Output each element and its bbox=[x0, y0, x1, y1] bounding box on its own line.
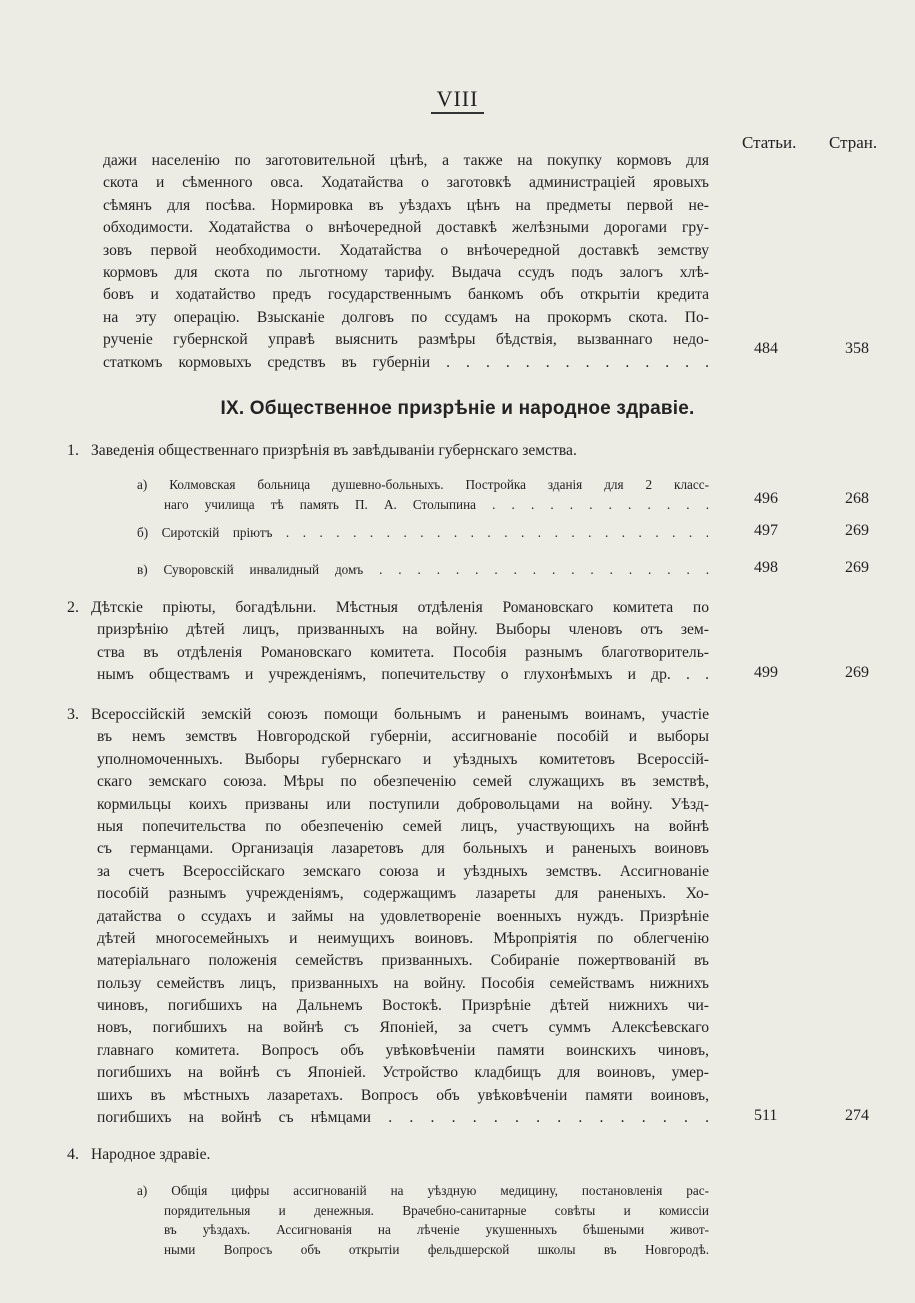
article-number: 497 bbox=[754, 522, 778, 539]
text-line: Народное здравіе. bbox=[91, 1146, 211, 1163]
text-line: скаго земскаго союза. Мѣры по обезпеченію семей служащихъ въ земствѣ, bbox=[97, 773, 709, 791]
text-line: погибшихъ на войнѣ съ Японіей. Устройство кладбищъ для воиновъ, умер- bbox=[97, 1064, 709, 1082]
text-line: а) Колмовская больница душевно-больныхъ. Постройка зданія для 2 класс- bbox=[137, 477, 709, 492]
text-line: зовъ первой необходимости. Ходатайства о внѣочередной доставкѣ земству bbox=[103, 241, 709, 259]
item-number: 4. bbox=[67, 1146, 79, 1163]
text-line: главнаго комитета. Вопросъ объ увѣковѣченіи памяти воинскихъ чиновъ, bbox=[97, 1041, 709, 1059]
text-line: новъ, погибшихъ на войнѣ съ Японіей, за счетъ суммъ Алексѣевскаго bbox=[97, 1019, 709, 1037]
text-line: Дѣтскіе пріюты, богадѣльни. Мѣстныя отдѣленія Романовскаго комитета по bbox=[91, 599, 709, 616]
text-line: скота и сѣменного овса. Ходатайства о заготовкѣ администраціей яровыхъ bbox=[103, 174, 709, 192]
text-line: а) Общія цифры ассигнованій на уѣздную медицину, постановленія рас- bbox=[137, 1183, 709, 1198]
article-number: 511 bbox=[754, 1107, 778, 1124]
text-line: кормовъ для скота по льготному тарифу. Выдача ссудъ подъ залогъ хлѣ- bbox=[103, 263, 709, 281]
text-line: б) Сиротскій пріютъ . . . . . . . . . . . . . . . . . . . . . . . . . . bbox=[137, 525, 709, 540]
item-number: 2. bbox=[67, 599, 79, 616]
text-line: в) Суворовскій инвалидный домъ . . . . . . . . . . . . . . . . . . bbox=[137, 562, 709, 577]
page-reference: 269 bbox=[845, 559, 869, 576]
text-line: въ немъ земствъ Новгородской губерніи, ассигнованіе пособій и выборы bbox=[97, 728, 709, 746]
subitem bbox=[137, 560, 709, 580]
subitem bbox=[137, 475, 709, 514]
text-line: кормильцы коихъ призваны или поступили добровольцами на войну. Уѣзд- bbox=[97, 795, 709, 813]
text-line: сѣмянъ для посѣва. Нормировка въ уѣздахъ цѣнъ на предметы первой не- bbox=[103, 196, 709, 214]
subitem bbox=[137, 523, 709, 543]
text-line: пособій разнымъ учрежденіямъ, содержащимъ лазареты для раненыхъ. Хо- bbox=[97, 885, 709, 903]
column-header-articles: Статьи. bbox=[742, 133, 797, 152]
text-line: статкомъ кормовыхъ средствъ въ губерніи . . . . . . . . . . . . . . bbox=[103, 353, 709, 371]
text-line: матеріальнаго положенія семействъ призванныхъ. Собираніе пожертвованій въ bbox=[97, 952, 709, 970]
text-line: бовъ и ходатайство предъ государственнымъ банкомъ объ открытіи кредита bbox=[103, 286, 709, 304]
page-reference: 269 bbox=[845, 664, 869, 681]
text-line: нымъ обществамъ и учрежденіямъ, попечительству о глухонѣмыхъ и др. . . bbox=[97, 666, 709, 684]
text-line: обходимости. Ходатайства о внѣочередной доставкѣ желѣзными дорогами гру- bbox=[103, 219, 709, 237]
subitem bbox=[137, 1181, 709, 1259]
text-line: призрѣнію дѣтей лицъ, призванныхъ на войну. Выборы членовъ отъ зем- bbox=[97, 621, 709, 639]
item-number: 1. bbox=[67, 442, 79, 459]
page-reference: 269 bbox=[845, 522, 869, 539]
item-title bbox=[91, 1144, 711, 1166]
section-heading: IX. Общественное призрѣніе и народное здравіе. bbox=[220, 398, 695, 419]
text-line: погибшихъ на войнѣ съ нѣмцами . . . . . . . . . . . . . . . . bbox=[97, 1109, 709, 1127]
text-line: съ германцами. Организація лазаретовъ для больныхъ и раненыхъ воиновъ bbox=[97, 840, 709, 858]
item-number: 3. bbox=[67, 706, 79, 723]
text-line: за счетъ Всероссійскаго земскаго союза и уѣздныхъ земствъ. Ассигнованіе bbox=[97, 862, 709, 880]
text-line: наго училища тѣ память П. А. Столыпина . . . . . . . . . . . . bbox=[164, 496, 709, 512]
text-line: дажи населенію по заготовительной цѣнѣ, а также на покупку кормовъ для bbox=[103, 152, 709, 169]
page-number: VIII bbox=[0, 86, 915, 112]
column-header-pages: Стран. bbox=[829, 133, 878, 152]
article-number: 499 bbox=[754, 664, 778, 681]
text-line: Всероссійскій земскій союзъ помощи больнымъ и раненымъ воинамъ, участіе bbox=[91, 706, 709, 723]
continuation-paragraph bbox=[103, 150, 709, 374]
text-line: въ уѣздахъ. Ассигнованія на лѣченіе укушенныхъ бѣшеными живот- bbox=[164, 1222, 709, 1237]
text-line: дѣтей многосемейныхъ и неимущихъ воиновъ. Мѣропріятія по облегченію bbox=[97, 929, 709, 947]
text-line: ныя попечительства по обезпеченію семей лицъ, участвующихъ на войнѣ bbox=[97, 817, 709, 835]
text-line: шихъ въ мѣстныхъ лазаретахъ. Вопросъ объ увѣковѣченіи памяти воиновъ, bbox=[97, 1086, 709, 1104]
page-reference: 358 bbox=[845, 340, 869, 357]
page-reference: 274 bbox=[845, 1107, 869, 1124]
text-line: уполномоченныхъ. Выборы губернскаго и уѣздныхъ комитетовъ Всероссій- bbox=[97, 750, 709, 768]
article-number: 496 bbox=[754, 490, 778, 507]
text-line: чиновъ, погибшихъ на Дальнемъ Востокѣ. Призрѣніе дѣтей нижнихъ чи- bbox=[97, 997, 709, 1015]
text-line: порядительныя и денежныя. Врачебно-санитарные совѣты и комиссіи bbox=[164, 1202, 709, 1218]
item-title bbox=[91, 440, 711, 462]
page-reference: 268 bbox=[845, 490, 869, 507]
text-line: ства въ отдѣленія Романовскаго комитета. Пособія разнымъ благотворитель- bbox=[97, 643, 709, 661]
text-line: на эту операцію. Взысканіе долговъ по ссудамъ на прокормъ скота. По- bbox=[103, 308, 709, 326]
item-paragraph bbox=[91, 597, 709, 687]
text-line: ными Вопросъ объ открытіи фельдшерской школы въ Новгородѣ. bbox=[164, 1241, 709, 1257]
article-number: 484 bbox=[754, 340, 778, 357]
text-line: Заведенія общественнаго призрѣнія въ завѣдываніи губернскаго земства. bbox=[91, 442, 577, 459]
item-paragraph bbox=[91, 704, 709, 1129]
article-number: 498 bbox=[754, 559, 778, 576]
text-line: пользу семействъ лицъ, призванныхъ на войну. Пособія семействамъ нижнихъ bbox=[97, 974, 709, 992]
text-line: датайства о ссудахъ и займы на удовлетвореніе военныхъ нуждъ. Призрѣніе bbox=[97, 907, 709, 925]
text-line: рученіе губернской управѣ выяснить размѣры бѣдствія, вызваннаго недо- bbox=[103, 331, 709, 349]
